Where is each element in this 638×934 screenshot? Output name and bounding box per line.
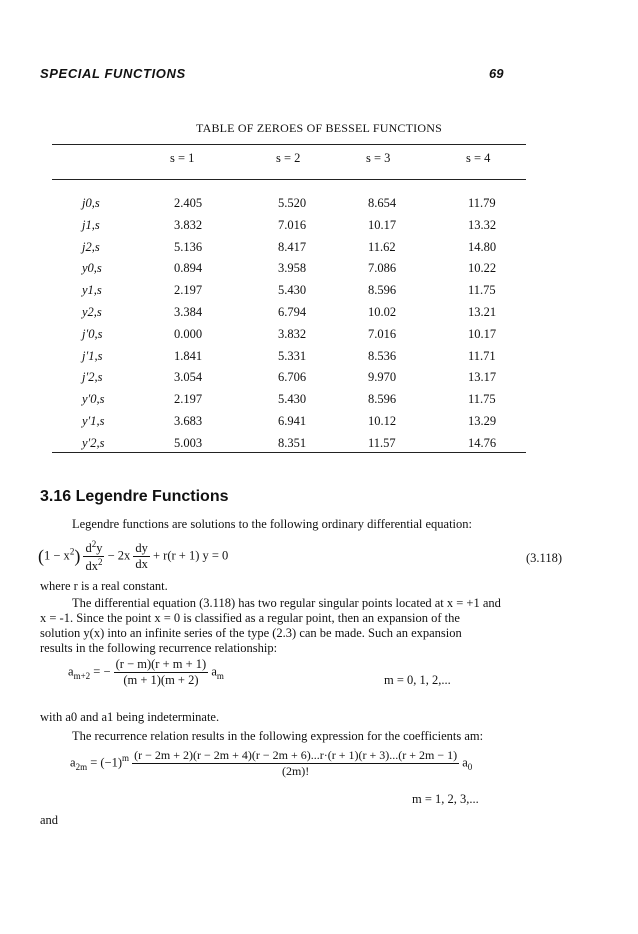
row-label: y′2,s — [82, 435, 105, 450]
table-cell: 5.136 — [174, 239, 203, 254]
table-bottom-rule — [52, 452, 526, 453]
table-cell: 11.57 — [368, 435, 396, 450]
equation-3-118: $(1 - x^2)$ $\frac{d^2y}{dx^2}$ − 2x $\frac{dy}{dx}$ + r(r + 1) y = 0 — [38, 539, 229, 574]
row-label: y2,s — [82, 305, 102, 319]
table-cell: 3.832 — [278, 326, 307, 341]
table-cell: 11.62 — [368, 239, 396, 254]
table-cell: 2.197 — [174, 283, 203, 298]
table-row — [52, 196, 526, 218]
row-label: j1,s — [82, 217, 100, 232]
table-cell: 10.22 — [468, 261, 497, 276]
row-label: j2,s — [82, 239, 100, 254]
table-cell: 5.331 — [278, 348, 307, 363]
table-cell: 3.683 — [174, 414, 203, 428]
table-cell: 8.654 — [368, 196, 397, 210]
page-number: 69 — [489, 66, 504, 81]
table-row — [52, 218, 526, 240]
coefficient-equation: $a_{2m} = (-1)^m$ (r − 2m + 2)(r − 2m + 4)(r − 2m + 6)...r·(r + 1)(r + 3)...(r + 2m − 1) (2m)! $a_0$ — [70, 748, 473, 778]
table-cell: 2.197 — [174, 392, 203, 407]
paragraph-line: solution y(x) into an infinite series of the type (2.3) can be made. Such an expansion — [40, 626, 462, 640]
row-label: j′1,s — [82, 348, 103, 363]
recurrence-equation: $a_{m+2}$ = − $\frac{(r - m)(r + m + 1)}{(m + 1)(m + 2)}$ $a_m$ — [68, 657, 224, 687]
row-label: j0,s — [82, 196, 100, 210]
table-cell: 8.351 — [278, 435, 307, 450]
table-cell: 8.536 — [368, 348, 397, 363]
row-label: j′2,s — [82, 370, 103, 385]
table-row — [52, 349, 526, 371]
table-cell: 3.054 — [174, 370, 203, 385]
table-row — [52, 327, 526, 349]
table-cell: 13.32 — [468, 217, 497, 232]
table-cell: 5.430 — [278, 283, 307, 298]
table-cell: 1.841 — [174, 348, 203, 363]
table-header-row — [52, 151, 526, 173]
paragraph-line: x = -1. Since the point x = 0 is classified as a regular point, then an expansion of the — [40, 611, 460, 625]
table-title: TABLE OF ZEROES OF BESSEL FUNCTIONS — [196, 121, 442, 135]
table-cell: 5.520 — [278, 196, 307, 210]
table-header-rule — [52, 179, 526, 180]
table-row — [52, 305, 526, 327]
table-top-rule — [52, 144, 526, 145]
table-cell: 0.894 — [174, 261, 203, 276]
indeterminate-text: with a0 and a1 being indeterminate. — [40, 710, 220, 724]
and-text: and — [40, 813, 59, 827]
table-cell: 11.71 — [468, 348, 496, 363]
table-row — [52, 283, 526, 305]
table-row — [52, 392, 526, 414]
table-cell: 10.12 — [368, 414, 397, 428]
coefficient-range: m = 1, 2, 3,... — [412, 792, 479, 806]
recurrence-solution-text: The recurrence relation results in the following expression for the coefficients am: — [72, 729, 484, 743]
row-label: y′0,s — [82, 392, 105, 407]
table-cell: 7.086 — [368, 261, 397, 276]
table-cell: 3.832 — [174, 217, 203, 232]
table-cell: 3.384 — [174, 305, 203, 319]
paragraph-line: results in the following recurrence relationship: — [40, 641, 278, 655]
section-heading: 3.16 Legendre Functions — [40, 488, 229, 505]
table-row — [52, 240, 526, 262]
table-row — [52, 261, 526, 283]
table-cell: 6.706 — [278, 370, 307, 385]
table-cell: 8.596 — [368, 283, 397, 298]
column-header: s = 2 — [276, 151, 301, 165]
table-row — [52, 414, 526, 436]
table-cell: 11.75 — [468, 392, 496, 407]
table-cell: 13.17 — [468, 370, 497, 385]
table-cell: 6.794 — [278, 305, 307, 319]
table-cell: 2.405 — [174, 196, 203, 210]
table-cell: 0.000 — [174, 326, 203, 341]
column-header: s = 4 — [466, 151, 491, 165]
recurrence-range: m = 0, 1, 2,... — [384, 673, 451, 687]
table-cell: 5.003 — [174, 435, 203, 450]
paragraph-line: The differential equation (3.118) has two regular singular points located at x = +1 and — [72, 596, 501, 610]
table-cell: 6.941 — [278, 414, 307, 428]
table-cell: 11.79 — [468, 196, 496, 210]
table-cell: 10.17 — [368, 217, 397, 232]
table-cell: 3.958 — [278, 261, 307, 276]
table-cell: 7.016 — [278, 217, 307, 232]
where-text: where r is a real constant. — [40, 579, 168, 593]
table-cell: 11.75 — [468, 283, 496, 298]
table-cell: 10.17 — [468, 326, 497, 341]
table-cell: 13.29 — [468, 414, 497, 428]
table-cell: 13.21 — [468, 305, 497, 319]
table-cell: 10.02 — [368, 305, 397, 319]
table-cell: 7.016 — [368, 326, 397, 341]
table-row — [52, 370, 526, 392]
table-cell: 5.430 — [278, 392, 307, 407]
table-cell: 14.76 — [468, 435, 497, 450]
column-header: s = 3 — [366, 151, 391, 165]
row-label: y1,s — [82, 283, 102, 298]
row-label: j′0,s — [82, 326, 103, 341]
table-cell: 9.970 — [368, 370, 397, 385]
column-header: s = 1 — [170, 151, 195, 165]
intro-text: Legendre functions are solutions to the following ordinary differential equation: — [72, 517, 473, 531]
table-row — [52, 436, 526, 458]
equation-number: (3.118) — [526, 551, 562, 565]
table-cell: 14.80 — [468, 239, 497, 254]
running-header-title: SPECIAL FUNCTIONS — [40, 66, 186, 81]
row-label: y0,s — [82, 261, 102, 276]
table-cell: 8.596 — [368, 392, 397, 407]
table-cell: 8.417 — [278, 239, 307, 254]
row-label: y′1,s — [82, 414, 105, 428]
